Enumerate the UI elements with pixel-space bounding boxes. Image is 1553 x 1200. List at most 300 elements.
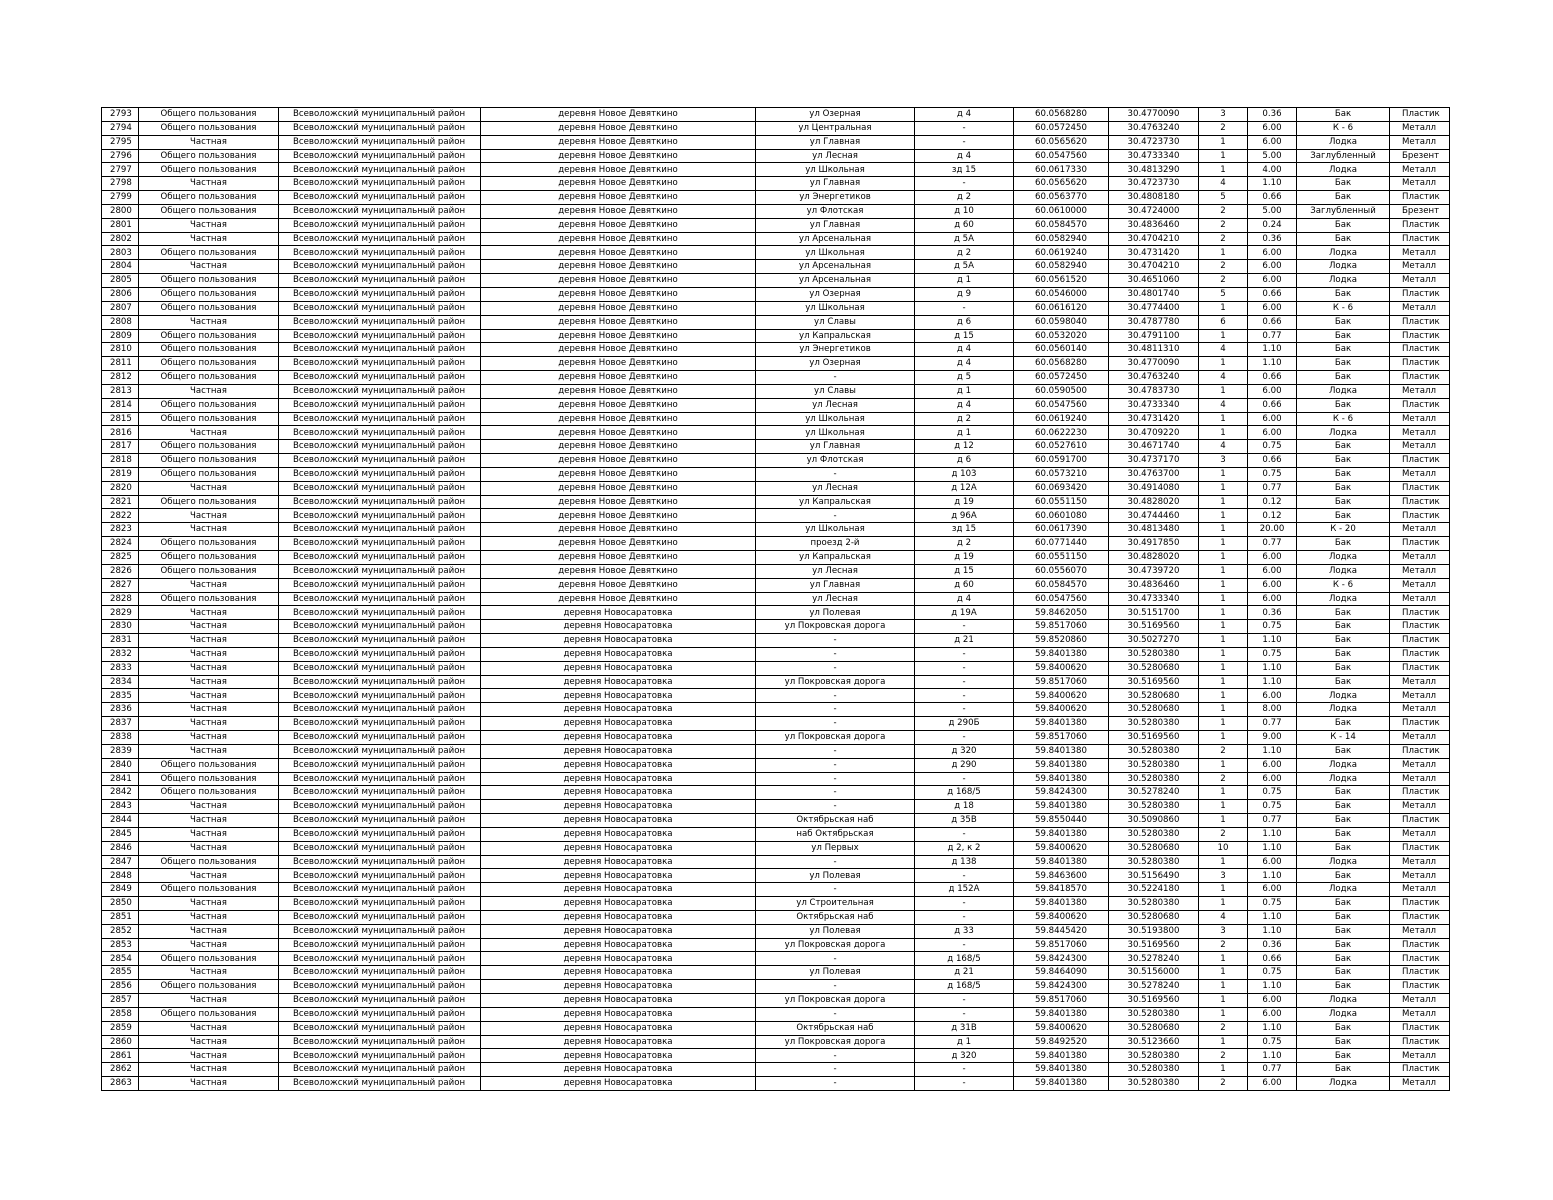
street-cell: ул Полевая bbox=[756, 966, 915, 980]
container-material-cell: Металл bbox=[1390, 1007, 1450, 1021]
container-count-cell: 1 bbox=[1199, 481, 1248, 495]
municipal-district-cell: Всеволожский муниципальный район bbox=[279, 246, 481, 260]
latitude-cell: 60.0591700 bbox=[1014, 454, 1109, 468]
container-type-cell: Лодка bbox=[1297, 1077, 1390, 1091]
municipal-district-cell: Всеволожский муниципальный район bbox=[279, 523, 481, 537]
table-row bbox=[102, 772, 1450, 786]
latitude-cell: 60.0590500 bbox=[1014, 384, 1109, 398]
latitude-cell: 59.8400620 bbox=[1014, 689, 1109, 703]
latitude-cell: 60.0622230 bbox=[1014, 426, 1109, 440]
latitude-cell: 60.0584570 bbox=[1014, 578, 1109, 592]
container-type-cell: Бак bbox=[1297, 675, 1390, 689]
latitude-cell: 59.8400620 bbox=[1014, 661, 1109, 675]
longitude-cell: 30.5193800 bbox=[1109, 924, 1199, 938]
settlement-cell: деревня Новосаратовка bbox=[481, 689, 756, 703]
municipal-district-cell: Всеволожский муниципальный район bbox=[279, 357, 481, 371]
ownership-type-cell: Частная bbox=[139, 689, 279, 703]
longitude-cell: 30.4723730 bbox=[1109, 135, 1199, 149]
latitude-cell: 59.8400620 bbox=[1014, 703, 1109, 717]
municipal-district-cell: Всеволожский муниципальный район bbox=[279, 772, 481, 786]
settlement-cell: деревня Новосаратовка bbox=[481, 1035, 756, 1049]
container-volume-cell: 6.00 bbox=[1248, 412, 1297, 426]
container-volume-cell: 0.75 bbox=[1248, 1035, 1297, 1049]
ownership-type-cell: Частная bbox=[139, 841, 279, 855]
row-number-cell: 2844 bbox=[102, 814, 139, 828]
table-row bbox=[102, 675, 1450, 689]
container-count-cell: 2 bbox=[1199, 827, 1248, 841]
latitude-cell: 59.8445420 bbox=[1014, 924, 1109, 938]
longitude-cell: 30.5280380 bbox=[1109, 827, 1199, 841]
house-number-cell: д 6 bbox=[915, 315, 1014, 329]
house-number-cell: д 4 bbox=[915, 592, 1014, 606]
container-material-cell: Пластик bbox=[1390, 343, 1450, 357]
container-material-cell: Металл bbox=[1390, 772, 1450, 786]
table-row bbox=[102, 564, 1450, 578]
latitude-cell: 59.8517060 bbox=[1014, 675, 1109, 689]
ownership-type-cell: Общего пользования bbox=[139, 163, 279, 177]
registry-sheet bbox=[101, 107, 1450, 1091]
house-number-cell: д 21 bbox=[915, 966, 1014, 980]
container-type-cell: Лодка bbox=[1297, 689, 1390, 703]
row-number-cell: 2854 bbox=[102, 952, 139, 966]
container-material-cell: Пластик bbox=[1390, 620, 1450, 634]
house-number-cell: д 290Б bbox=[915, 717, 1014, 731]
ownership-type-cell: Частная bbox=[139, 730, 279, 744]
container-count-cell: 2 bbox=[1199, 772, 1248, 786]
street-cell: ул Покровская дорога bbox=[756, 1035, 915, 1049]
longitude-cell: 30.4813290 bbox=[1109, 163, 1199, 177]
table-row bbox=[102, 952, 1450, 966]
ownership-type-cell: Частная bbox=[139, 717, 279, 731]
container-type-cell: Бак bbox=[1297, 481, 1390, 495]
container-type-cell: Бак bbox=[1297, 966, 1390, 980]
container-material-cell: Пластик bbox=[1390, 980, 1450, 994]
row-number-cell: 2859 bbox=[102, 1021, 139, 1035]
settlement-cell: деревня Новое Девяткино bbox=[481, 564, 756, 578]
house-number-cell: - bbox=[915, 703, 1014, 717]
container-type-cell: Лодка bbox=[1297, 274, 1390, 288]
container-count-cell: 2 bbox=[1199, 938, 1248, 952]
settlement-cell: деревня Новое Девяткино bbox=[481, 481, 756, 495]
container-volume-cell: 1.10 bbox=[1248, 177, 1297, 191]
container-material-cell: Металл bbox=[1390, 246, 1450, 260]
longitude-cell: 30.5156490 bbox=[1109, 869, 1199, 883]
row-number-cell: 2839 bbox=[102, 744, 139, 758]
table-row bbox=[102, 814, 1450, 828]
street-cell: - bbox=[756, 855, 915, 869]
container-count-cell: 1 bbox=[1199, 329, 1248, 343]
latitude-cell: 60.0565620 bbox=[1014, 135, 1109, 149]
settlement-cell: деревня Новосаратовка bbox=[481, 1063, 756, 1077]
street-cell: ул Покровская дорога bbox=[756, 730, 915, 744]
settlement-cell: деревня Новое Девяткино bbox=[481, 108, 756, 122]
street-cell: ул Центральная bbox=[756, 121, 915, 135]
street-cell: ул Покровская дорога bbox=[756, 675, 915, 689]
house-number-cell: д 2 bbox=[915, 246, 1014, 260]
settlement-cell: деревня Новое Девяткино bbox=[481, 204, 756, 218]
settlement-cell: деревня Новое Девяткино bbox=[481, 398, 756, 412]
latitude-cell: 60.0610000 bbox=[1014, 204, 1109, 218]
street-cell: - bbox=[756, 1063, 915, 1077]
municipal-district-cell: Всеволожский муниципальный район bbox=[279, 398, 481, 412]
latitude-cell: 59.8401380 bbox=[1014, 1063, 1109, 1077]
house-number-cell: - bbox=[915, 1063, 1014, 1077]
street-cell: ул Капральская bbox=[756, 551, 915, 565]
ownership-type-cell: Общего пользования bbox=[139, 357, 279, 371]
container-count-cell: 1 bbox=[1199, 675, 1248, 689]
settlement-cell: деревня Новосаратовка bbox=[481, 772, 756, 786]
container-material-cell: Металл bbox=[1390, 551, 1450, 565]
row-number-cell: 2845 bbox=[102, 827, 139, 841]
container-volume-cell: 6.00 bbox=[1248, 1007, 1297, 1021]
ownership-type-cell: Частная bbox=[139, 315, 279, 329]
container-material-cell: Пластик bbox=[1390, 744, 1450, 758]
container-count-cell: 1 bbox=[1199, 966, 1248, 980]
container-volume-cell: 6.00 bbox=[1248, 246, 1297, 260]
container-volume-cell: 0.77 bbox=[1248, 1063, 1297, 1077]
container-material-cell: Пластик bbox=[1390, 634, 1450, 648]
table-row bbox=[102, 703, 1450, 717]
container-volume-cell: 6.00 bbox=[1248, 551, 1297, 565]
container-type-cell: Лодка bbox=[1297, 551, 1390, 565]
container-type-cell: К - 6 bbox=[1297, 578, 1390, 592]
settlement-cell: деревня Новое Девяткино bbox=[481, 426, 756, 440]
street-cell: ул Славы bbox=[756, 315, 915, 329]
ownership-type-cell: Частная bbox=[139, 910, 279, 924]
municipal-district-cell: Всеволожский муниципальный район bbox=[279, 703, 481, 717]
latitude-cell: 60.0568280 bbox=[1014, 108, 1109, 122]
longitude-cell: 30.4783730 bbox=[1109, 384, 1199, 398]
row-number-cell: 2819 bbox=[102, 467, 139, 481]
house-number-cell: д 1 bbox=[915, 274, 1014, 288]
longitude-cell: 30.4704210 bbox=[1109, 232, 1199, 246]
latitude-cell: 60.0619240 bbox=[1014, 412, 1109, 426]
container-material-cell: Пластик bbox=[1390, 537, 1450, 551]
house-number-cell: - bbox=[915, 301, 1014, 315]
container-type-cell: Бак bbox=[1297, 869, 1390, 883]
container-volume-cell: 1.10 bbox=[1248, 869, 1297, 883]
municipal-district-cell: Всеволожский муниципальный район bbox=[279, 191, 481, 205]
longitude-cell: 30.4828020 bbox=[1109, 495, 1199, 509]
row-number-cell: 2809 bbox=[102, 329, 139, 343]
municipal-district-cell: Всеволожский муниципальный район bbox=[279, 744, 481, 758]
container-count-cell: 1 bbox=[1199, 786, 1248, 800]
latitude-cell: 60.0619240 bbox=[1014, 246, 1109, 260]
street-cell: ул Лесная bbox=[756, 398, 915, 412]
row-number-cell: 2817 bbox=[102, 440, 139, 454]
container-material-cell: Металл bbox=[1390, 730, 1450, 744]
ownership-type-cell: Частная bbox=[139, 481, 279, 495]
table-row bbox=[102, 357, 1450, 371]
container-count-cell: 2 bbox=[1199, 1049, 1248, 1063]
municipal-district-cell: Всеволожский муниципальный район bbox=[279, 1049, 481, 1063]
container-count-cell: 2 bbox=[1199, 260, 1248, 274]
ownership-type-cell: Частная bbox=[139, 1035, 279, 1049]
municipal-district-cell: Всеволожский муниципальный район bbox=[279, 827, 481, 841]
table-row bbox=[102, 800, 1450, 814]
street-cell: ул Полевая bbox=[756, 869, 915, 883]
container-count-cell: 3 bbox=[1199, 869, 1248, 883]
table-row bbox=[102, 329, 1450, 343]
street-cell: ул Полевая bbox=[756, 924, 915, 938]
container-count-cell: 1 bbox=[1199, 717, 1248, 731]
container-volume-cell: 6.00 bbox=[1248, 994, 1297, 1008]
street-cell: ул Славы bbox=[756, 384, 915, 398]
container-type-cell: Бак bbox=[1297, 467, 1390, 481]
house-number-cell: - bbox=[915, 1077, 1014, 1091]
settlement-cell: деревня Новое Девяткино bbox=[481, 537, 756, 551]
municipal-district-cell: Всеволожский муниципальный район bbox=[279, 481, 481, 495]
container-count-cell: 3 bbox=[1199, 924, 1248, 938]
latitude-cell: 59.8424300 bbox=[1014, 952, 1109, 966]
longitude-cell: 30.4763700 bbox=[1109, 467, 1199, 481]
street-cell: ул Озерная bbox=[756, 108, 915, 122]
settlement-cell: деревня Новосаратовка bbox=[481, 717, 756, 731]
container-count-cell: 1 bbox=[1199, 634, 1248, 648]
container-count-cell: 1 bbox=[1199, 495, 1248, 509]
container-material-cell: Металл bbox=[1390, 135, 1450, 149]
municipal-district-cell: Всеволожский муниципальный район bbox=[279, 994, 481, 1008]
container-count-cell: 1 bbox=[1199, 509, 1248, 523]
row-number-cell: 2852 bbox=[102, 924, 139, 938]
ownership-type-cell: Общего пользования bbox=[139, 412, 279, 426]
longitude-cell: 30.5280680 bbox=[1109, 661, 1199, 675]
ownership-type-cell: Общего пользования bbox=[139, 952, 279, 966]
container-type-cell: Бак bbox=[1297, 191, 1390, 205]
container-volume-cell: 1.10 bbox=[1248, 1049, 1297, 1063]
container-material-cell: Пластик bbox=[1390, 454, 1450, 468]
latitude-cell: 59.8492520 bbox=[1014, 1035, 1109, 1049]
house-number-cell: д 96А bbox=[915, 509, 1014, 523]
house-number-cell: - bbox=[915, 661, 1014, 675]
municipal-district-cell: Всеволожский муниципальный район bbox=[279, 661, 481, 675]
container-count-cell: 1 bbox=[1199, 1063, 1248, 1077]
street-cell: ул Школьная bbox=[756, 163, 915, 177]
container-material-cell: Пластик bbox=[1390, 717, 1450, 731]
latitude-cell: 60.0572450 bbox=[1014, 121, 1109, 135]
container-count-cell: 1 bbox=[1199, 814, 1248, 828]
table-row bbox=[102, 661, 1450, 675]
container-material-cell: Пластик bbox=[1390, 191, 1450, 205]
settlement-cell: деревня Новое Девяткино bbox=[481, 149, 756, 163]
container-volume-cell: 8.00 bbox=[1248, 703, 1297, 717]
municipal-district-cell: Всеволожский муниципальный район bbox=[279, 883, 481, 897]
house-number-cell: - bbox=[915, 869, 1014, 883]
latitude-cell: 59.8401380 bbox=[1014, 717, 1109, 731]
container-volume-cell: 0.66 bbox=[1248, 952, 1297, 966]
row-number-cell: 2825 bbox=[102, 551, 139, 565]
ownership-type-cell: Общего пользования bbox=[139, 495, 279, 509]
ownership-type-cell: Частная bbox=[139, 606, 279, 620]
municipal-district-cell: Всеволожский муниципальный район bbox=[279, 371, 481, 385]
table-row bbox=[102, 924, 1450, 938]
container-volume-cell: 1.10 bbox=[1248, 634, 1297, 648]
container-count-cell: 1 bbox=[1199, 661, 1248, 675]
settlement-cell: деревня Новое Девяткино bbox=[481, 301, 756, 315]
container-type-cell: Бак bbox=[1297, 440, 1390, 454]
container-material-cell: Пластик bbox=[1390, 786, 1450, 800]
street-cell: ул Школьная bbox=[756, 412, 915, 426]
settlement-cell: деревня Новосаратовка bbox=[481, 1049, 756, 1063]
municipal-district-cell: Всеволожский муниципальный район bbox=[279, 675, 481, 689]
latitude-cell: 59.8462050 bbox=[1014, 606, 1109, 620]
latitude-cell: 60.0584570 bbox=[1014, 218, 1109, 232]
longitude-cell: 30.5280680 bbox=[1109, 910, 1199, 924]
municipal-district-cell: Всеволожский муниципальный район bbox=[279, 440, 481, 454]
container-count-cell: 6 bbox=[1199, 315, 1248, 329]
table-row bbox=[102, 537, 1450, 551]
settlement-cell: деревня Новое Девяткино bbox=[481, 384, 756, 398]
street-cell: ул Лесная bbox=[756, 149, 915, 163]
longitude-cell: 30.5169560 bbox=[1109, 994, 1199, 1008]
house-number-cell: - bbox=[915, 1007, 1014, 1021]
container-type-cell: Бак bbox=[1297, 814, 1390, 828]
house-number-cell: - bbox=[915, 620, 1014, 634]
row-number-cell: 2856 bbox=[102, 980, 139, 994]
row-number-cell: 2810 bbox=[102, 343, 139, 357]
street-cell: - bbox=[756, 758, 915, 772]
municipal-district-cell: Всеволожский муниципальный район bbox=[279, 938, 481, 952]
house-number-cell: д 5 bbox=[915, 371, 1014, 385]
table-row bbox=[102, 191, 1450, 205]
house-number-cell: д 19 bbox=[915, 551, 1014, 565]
table-row bbox=[102, 371, 1450, 385]
municipal-district-cell: Всеволожский муниципальный район bbox=[279, 689, 481, 703]
table-row bbox=[102, 1077, 1450, 1091]
house-number-cell: д 19 bbox=[915, 495, 1014, 509]
container-volume-cell: 0.75 bbox=[1248, 440, 1297, 454]
ownership-type-cell: Частная bbox=[139, 1049, 279, 1063]
container-count-cell: 1 bbox=[1199, 467, 1248, 481]
container-count-cell: 1 bbox=[1199, 606, 1248, 620]
municipal-district-cell: Всеволожский муниципальный район bbox=[279, 1035, 481, 1049]
row-number-cell: 2804 bbox=[102, 260, 139, 274]
container-count-cell: 1 bbox=[1199, 149, 1248, 163]
municipal-district-cell: Всеволожский муниципальный район bbox=[279, 814, 481, 828]
row-number-cell: 2823 bbox=[102, 523, 139, 537]
house-number-cell: - bbox=[915, 938, 1014, 952]
latitude-cell: 59.8401380 bbox=[1014, 744, 1109, 758]
municipal-district-cell: Всеволожский муниципальный район bbox=[279, 980, 481, 994]
latitude-cell: 60.0616120 bbox=[1014, 301, 1109, 315]
container-volume-cell: 1.10 bbox=[1248, 357, 1297, 371]
ownership-type-cell: Общего пользования bbox=[139, 758, 279, 772]
container-type-cell: Лодка bbox=[1297, 564, 1390, 578]
settlement-cell: деревня Новое Девяткино bbox=[481, 551, 756, 565]
settlement-cell: деревня Новое Девяткино bbox=[481, 260, 756, 274]
longitude-cell: 30.4737170 bbox=[1109, 454, 1199, 468]
longitude-cell: 30.4744460 bbox=[1109, 509, 1199, 523]
table-row bbox=[102, 301, 1450, 315]
municipal-district-cell: Всеволожский муниципальный район bbox=[279, 343, 481, 357]
container-type-cell: Бак bbox=[1297, 744, 1390, 758]
row-number-cell: 2862 bbox=[102, 1063, 139, 1077]
container-type-cell: Бак bbox=[1297, 357, 1390, 371]
longitude-cell: 30.4651060 bbox=[1109, 274, 1199, 288]
settlement-cell: деревня Новосаратовка bbox=[481, 883, 756, 897]
latitude-cell: 60.0565620 bbox=[1014, 177, 1109, 191]
latitude-cell: 60.0771440 bbox=[1014, 537, 1109, 551]
table-row bbox=[102, 551, 1450, 565]
container-material-cell: Металл bbox=[1390, 467, 1450, 481]
container-type-cell: Бак bbox=[1297, 509, 1390, 523]
table-row bbox=[102, 855, 1450, 869]
container-material-cell: Пластик bbox=[1390, 371, 1450, 385]
container-count-cell: 1 bbox=[1199, 620, 1248, 634]
row-number-cell: 2849 bbox=[102, 883, 139, 897]
longitude-cell: 30.4709220 bbox=[1109, 426, 1199, 440]
table-row bbox=[102, 1007, 1450, 1021]
longitude-cell: 30.5280380 bbox=[1109, 1077, 1199, 1091]
table-row bbox=[102, 869, 1450, 883]
container-count-cell: 1 bbox=[1199, 1035, 1248, 1049]
latitude-cell: 60.0563770 bbox=[1014, 191, 1109, 205]
container-type-cell: Лодка bbox=[1297, 758, 1390, 772]
table-row bbox=[102, 730, 1450, 744]
settlement-cell: деревня Новосаратовка bbox=[481, 910, 756, 924]
house-number-cell: д 15 bbox=[915, 564, 1014, 578]
house-number-cell: - bbox=[915, 121, 1014, 135]
house-number-cell: - bbox=[915, 897, 1014, 911]
container-count-cell: 4 bbox=[1199, 177, 1248, 191]
table-row bbox=[102, 1063, 1450, 1077]
street-cell: ул Полевая bbox=[756, 606, 915, 620]
settlement-cell: деревня Новое Девяткино bbox=[481, 191, 756, 205]
container-volume-cell: 6.00 bbox=[1248, 274, 1297, 288]
row-number-cell: 2860 bbox=[102, 1035, 139, 1049]
settlement-cell: деревня Новое Девяткино bbox=[481, 371, 756, 385]
house-number-cell: д 4 bbox=[915, 357, 1014, 371]
street-cell: ул Покровская дорога bbox=[756, 620, 915, 634]
container-material-cell: Пластик bbox=[1390, 509, 1450, 523]
latitude-cell: 60.0582940 bbox=[1014, 232, 1109, 246]
container-material-cell: Пластик bbox=[1390, 647, 1450, 661]
table-row bbox=[102, 758, 1450, 772]
house-number-cell: д 320 bbox=[915, 744, 1014, 758]
container-material-cell: Металл bbox=[1390, 121, 1450, 135]
house-number-cell: д 320 bbox=[915, 1049, 1014, 1063]
house-number-cell: д 2 bbox=[915, 537, 1014, 551]
ownership-type-cell: Частная bbox=[139, 647, 279, 661]
container-type-cell: Бак bbox=[1297, 634, 1390, 648]
latitude-cell: 59.8400620 bbox=[1014, 841, 1109, 855]
container-volume-cell: 6.00 bbox=[1248, 564, 1297, 578]
longitude-cell: 30.5280380 bbox=[1109, 717, 1199, 731]
table-row bbox=[102, 592, 1450, 606]
container-material-cell: Пластик bbox=[1390, 1063, 1450, 1077]
longitude-cell: 30.4787780 bbox=[1109, 315, 1199, 329]
settlement-cell: деревня Новосаратовка bbox=[481, 1077, 756, 1091]
latitude-cell: 59.8463600 bbox=[1014, 869, 1109, 883]
row-number-cell: 2805 bbox=[102, 274, 139, 288]
container-volume-cell: 0.66 bbox=[1248, 315, 1297, 329]
container-material-cell: Металл bbox=[1390, 260, 1450, 274]
row-number-cell: 2863 bbox=[102, 1077, 139, 1091]
settlement-cell: деревня Новое Девяткино bbox=[481, 177, 756, 191]
container-material-cell: Металл bbox=[1390, 855, 1450, 869]
house-number-cell: - bbox=[915, 675, 1014, 689]
ownership-type-cell: Общего пользования bbox=[139, 121, 279, 135]
container-count-cell: 1 bbox=[1199, 578, 1248, 592]
container-count-cell: 1 bbox=[1199, 564, 1248, 578]
street-cell: проезд 2-й bbox=[756, 537, 915, 551]
house-number-cell: - bbox=[915, 910, 1014, 924]
container-volume-cell: 1.10 bbox=[1248, 841, 1297, 855]
container-count-cell: 1 bbox=[1199, 994, 1248, 1008]
street-cell: ул Главная bbox=[756, 578, 915, 592]
house-number-cell: д 2 bbox=[915, 412, 1014, 426]
latitude-cell: 59.8400620 bbox=[1014, 910, 1109, 924]
